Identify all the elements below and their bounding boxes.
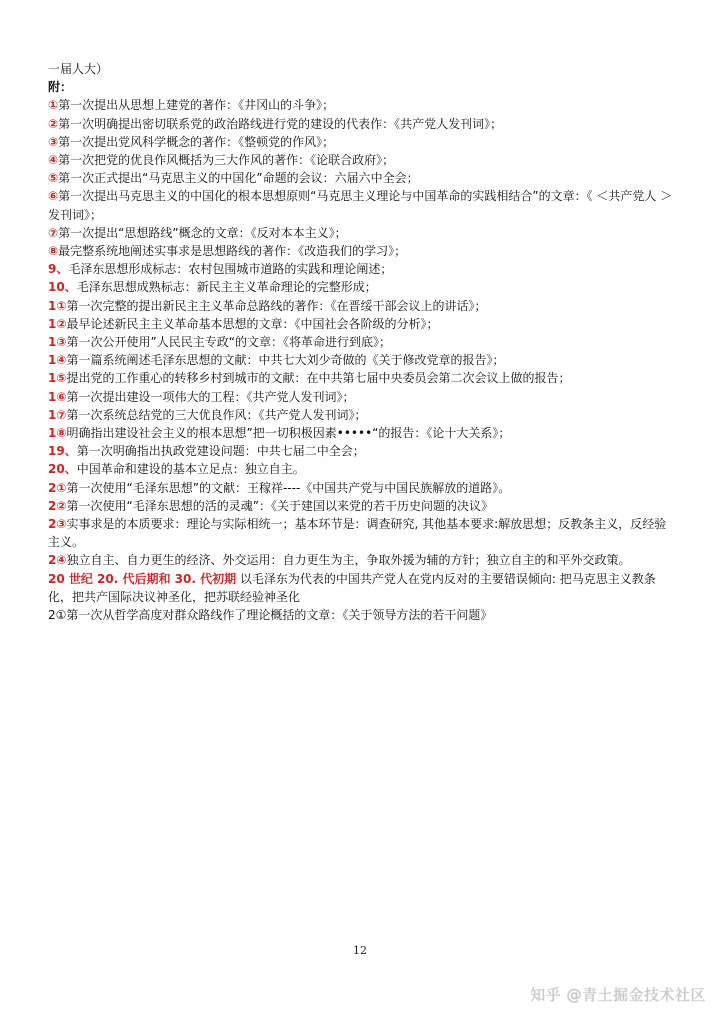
item-number-circled: ⑥	[56, 389, 67, 404]
item-text: 第一次使用“毛泽东思想”的文献：王稼祥----《中国共产党与中国民族解放的道路》。	[66, 480, 511, 495]
item-number: ④	[48, 153, 59, 168]
item-text: 第一次明确指出执政党建设问题：中共七届二中全会；	[76, 444, 365, 459]
watermark: 知乎 @青土掘金技术社区	[530, 986, 706, 1004]
list-item	[48, 406, 678, 424]
item-number-tens: 1	[48, 389, 57, 404]
item-number-tens: 1	[48, 371, 57, 386]
list-item	[48, 187, 678, 223]
list-item	[48, 278, 678, 296]
item-number-tens: 2	[48, 553, 57, 568]
item-number-circled: ①	[56, 480, 67, 495]
item-number: ⑤	[48, 171, 59, 186]
item-text: 毛泽东思想成熟标志：新民主主义革命理论的完整形成；	[76, 280, 377, 295]
item-text: 第一次提出党风科学概念的著作：《整顿党的作风》；	[58, 134, 335, 149]
item-text: 第一次提出“思想路线”概念的文章：《反对本本主义》；	[58, 225, 347, 240]
item-text: 第一次提出从思想上建党的著作：《井冈山的斗争》；	[58, 98, 335, 113]
list-item	[48, 260, 678, 278]
page-number: 12	[353, 944, 367, 957]
item-text: 以毛泽东为代表的中国共产党人在党内反对的主要错误倾向: 把马克思主义教条化，把共产国际决议神圣化，把苏联经验神圣化	[48, 571, 656, 604]
item-number-circled: ②	[56, 316, 67, 331]
list-item	[48, 551, 678, 569]
item-number-circled: ②	[56, 498, 67, 513]
item-text: 毛泽东思想形成标志：农村包围城市道路的实践和理论阐述；	[68, 262, 393, 277]
item-text: 第一次完整的提出新民主主义革命总路线的著作：《在晋绥干部会议上的讲话》；	[66, 298, 487, 313]
item-text: 第一次系统总结党的三大优良作风：《共产党人发刊词》；	[66, 407, 367, 422]
list-item	[48, 169, 678, 187]
list-item	[48, 151, 678, 169]
item-number: 19、	[48, 444, 77, 459]
item-number-tens: 2	[48, 480, 57, 495]
list-item	[48, 442, 678, 460]
item-text: 最早论述新民主主义革命基本思想的文章：《中国社会各阶级的分析》；	[66, 316, 439, 331]
item-number-tens: 1	[48, 353, 57, 368]
previous-line-fragment: 一届人大）	[48, 62, 109, 76]
item-text: 实事求是的本质要求：理论与实际相统一；基本环节是：调查研究, 其他基本要求:解放思想；反教条主义，反经验主义。	[48, 517, 667, 550]
item-number-tens: 1	[48, 335, 57, 350]
item-number-circled: ①	[56, 298, 67, 313]
list-item	[48, 115, 678, 133]
document-page	[48, 60, 678, 624]
list-item	[48, 315, 678, 333]
item-number: 20、	[48, 462, 77, 477]
item-number: ②	[48, 116, 59, 131]
item-number: ①	[48, 98, 59, 113]
item-number-tens: 1	[48, 316, 57, 331]
item-number-circled: ③	[56, 335, 67, 350]
item-number-tens: 1	[48, 426, 57, 441]
item-number-circled: ⑤	[56, 371, 67, 386]
item-number-circled: ④	[56, 353, 67, 368]
era-label: 20 世纪 20. 代后期和 30. 代初期	[48, 571, 237, 586]
item-text: 第一次提出建设一项伟大的工程：《共产党人发刊词》；	[66, 389, 355, 404]
item-text: 第一次把党的优良作风概括为三大作风的著作：《论联合政府》；	[58, 153, 395, 168]
item-text: 第一篇系统阐述毛泽东思想的文献：中共七大刘少奇做的《关于修改党章的报告》；	[66, 353, 505, 368]
list-item	[48, 242, 678, 260]
appendix-heading: 附：	[48, 80, 73, 95]
item-number-tens: 1	[48, 298, 57, 313]
list-item	[48, 515, 678, 551]
list-item	[48, 570, 678, 606]
item-number: 9、	[48, 262, 69, 277]
item-text: 第一次提出马克思主义的中国化的根本思想原则“马克思主义理论与中国革命的实践相结合”的文章：《 ＜共产党人 ＞发刊词》；	[48, 189, 673, 222]
item-text: 中国革命和建设的基本立足点：独立自主。	[76, 462, 305, 477]
item-text: 第一次公开使用”人民民主专政“的文章：《将革命进行到底》；	[66, 335, 391, 350]
list-item	[48, 96, 678, 114]
list-item	[48, 369, 678, 387]
list-item	[48, 460, 678, 478]
item-number: ⑦	[48, 225, 59, 240]
list-item	[48, 297, 678, 315]
item-number-tens: 1	[48, 407, 57, 422]
list-item	[48, 224, 678, 242]
item-text: 明确指出建设社会主义的根本思想”把一切积极因素•••••“的报告：《论十大关系》；	[66, 426, 511, 441]
list-item	[48, 424, 678, 442]
item-number: ⑥	[48, 189, 59, 204]
list-item	[48, 606, 678, 624]
item-text: 第一次正式提出“马克思主义的中国化”命题的会议：六届六中全会；	[58, 171, 419, 186]
item-text: 2①第一次从哲学高度对群众路线作了理论概括的文章：《关于领导方法的若干问题》	[48, 608, 493, 623]
item-number: ③	[48, 134, 59, 149]
item-text: 独立自主、自力更生的经济、外交运用：自力更生为主，争取外援为辅的方针；独立自主的和平外交政策。	[66, 553, 631, 568]
item-text: 第一次使用“毛泽东思想的活的灵魂”：《关于建国以来党的若干历史问题的决议》	[66, 498, 493, 513]
item-number-tens: 2	[48, 517, 57, 532]
list-item	[48, 479, 678, 497]
list-item	[48, 388, 678, 406]
list-item	[48, 133, 678, 151]
list-item	[48, 333, 678, 351]
item-number: ⑧	[48, 244, 59, 259]
item-text: 最完整系统地阐述实事求是思想路线的著作：《改造我们的学习》；	[58, 244, 407, 259]
item-text: 提出党的工作重心的转移乡村到城市的文献：在中共第七届中央委员会第二次会议上做的报告；	[66, 371, 571, 386]
item-number-circled: ③	[56, 517, 67, 532]
item-number: 10、	[48, 280, 77, 295]
item-number-tens: 2	[48, 498, 57, 513]
item-number-circled: ④	[56, 553, 67, 568]
list-item	[48, 497, 678, 515]
list-item	[48, 351, 678, 369]
item-number-circled: ⑧	[56, 426, 67, 441]
item-number-circled: ⑦	[56, 407, 67, 422]
item-text: 第一次明确提出密切联系党的政治路线进行党的建设的代表作：《共产党人发刊词》；	[58, 116, 503, 131]
